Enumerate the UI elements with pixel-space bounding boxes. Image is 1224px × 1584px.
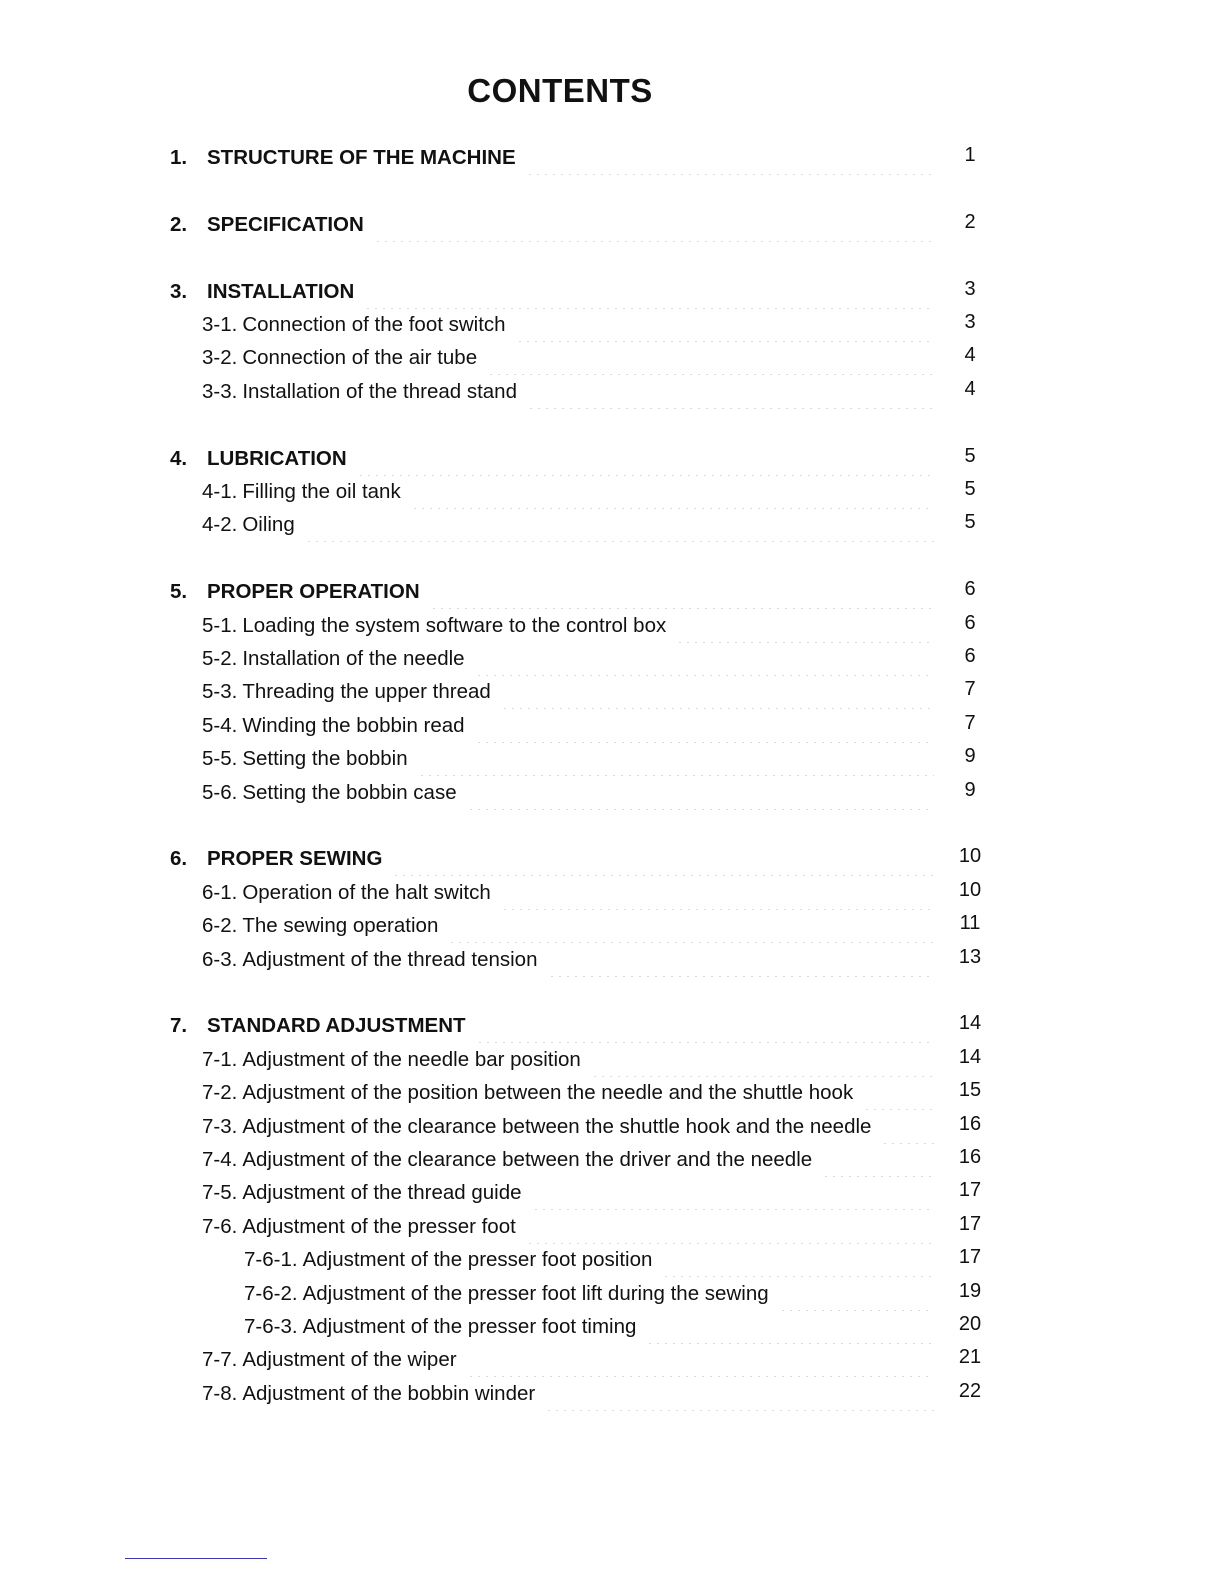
entry-title: PROPER SEWING xyxy=(207,847,383,870)
entry-title: Oiling xyxy=(242,513,295,536)
entry-page-number: 19 xyxy=(958,1280,982,1302)
entry-title: Adjustment of the presser foot position xyxy=(302,1248,653,1271)
dot-leader xyxy=(430,575,934,609)
entry-page-number: 3 xyxy=(964,278,976,300)
dot-leader xyxy=(475,642,934,676)
toc-subsection[interactable] xyxy=(202,776,940,810)
entry-title: STRUCTURE OF THE MACHINE xyxy=(207,146,516,169)
entry-number: 7-2. xyxy=(202,1081,238,1104)
entry-page-number: 4 xyxy=(964,378,976,400)
dot-leader xyxy=(467,776,934,810)
entry-page-number: 7 xyxy=(964,712,976,734)
entry-title: Winding the bobbin read xyxy=(242,714,465,737)
entry-page-number: 3 xyxy=(964,311,976,333)
page-title: CONTENTS xyxy=(467,72,653,109)
dot-leader xyxy=(822,1143,934,1177)
toc-section[interactable] xyxy=(170,842,940,876)
entry-title: Setting the bobbin case xyxy=(242,781,457,804)
entry-page-number: 4 xyxy=(964,344,976,366)
entry-title: Adjustment of the position between the needle and the shuttle hook xyxy=(242,1081,854,1104)
entry-number: 4-2. xyxy=(202,513,238,536)
entry-page-number: 6 xyxy=(964,645,976,667)
entry-title: Threading the upper thread xyxy=(242,680,491,703)
dot-leader xyxy=(526,1210,934,1244)
entry-page-number: 17 xyxy=(958,1179,982,1201)
toc-subsection[interactable] xyxy=(202,876,940,910)
entry-page-number: 13 xyxy=(958,946,982,968)
dot-leader xyxy=(305,508,934,542)
entry-title: Adjustment of the thread guide xyxy=(242,1181,522,1204)
entry-title: SPECIFICATION xyxy=(207,213,364,236)
toc-subsection[interactable] xyxy=(202,1210,940,1244)
toc-subsection[interactable] xyxy=(202,1176,940,1210)
entry-title: Filling the oil tank xyxy=(242,480,401,503)
entry-page-number: 5 xyxy=(964,445,976,467)
entry-title: LUBRICATION xyxy=(207,447,347,470)
toc-subsubsection[interactable] xyxy=(244,1243,940,1277)
dot-leader xyxy=(476,1009,934,1043)
entry-number: 7-3. xyxy=(202,1115,238,1138)
toc-section[interactable] xyxy=(170,575,940,609)
entry-title: Adjustment of the presser foot lift during the sewing xyxy=(302,1282,769,1305)
entry-number: 5. xyxy=(170,580,188,603)
entry-number: 7. xyxy=(170,1014,188,1037)
entry-page-number: 7 xyxy=(964,678,976,700)
entry-number: 7-6-3. xyxy=(244,1315,298,1338)
toc-subsection[interactable] xyxy=(202,1110,940,1144)
entry-number: 6-3. xyxy=(202,948,238,971)
entry-number: 3-1. xyxy=(202,313,238,336)
entry-number: 6. xyxy=(170,847,188,870)
entry-title: PROPER OPERATION xyxy=(207,580,420,603)
entry-page-number: 17 xyxy=(958,1213,982,1235)
entry-number: 1. xyxy=(170,146,188,169)
toc-subsection[interactable] xyxy=(202,475,940,509)
entry-page-number: 9 xyxy=(964,745,976,767)
dot-leader xyxy=(374,208,934,242)
entry-title: Adjustment of the clearance between the driver and the needle xyxy=(242,1148,813,1171)
entry-number: 6-2. xyxy=(202,914,238,937)
entry-title: Adjustment of the presser foot xyxy=(242,1215,516,1238)
toc-subsection[interactable] xyxy=(202,375,940,409)
dot-leader xyxy=(487,341,934,375)
entry-title: Operation of the halt switch xyxy=(242,881,491,904)
toc-section[interactable] xyxy=(170,141,940,175)
entry-title: Connection of the air tube xyxy=(242,346,478,369)
dot-leader xyxy=(418,742,934,776)
toc-subsection[interactable] xyxy=(202,909,940,943)
entry-number: 4-1. xyxy=(202,480,238,503)
entry-page-number: 16 xyxy=(958,1113,982,1135)
entry-page-number: 5 xyxy=(964,478,976,500)
toc-subsection[interactable] xyxy=(202,341,940,375)
dot-leader xyxy=(411,475,934,509)
entry-number: 3-3. xyxy=(202,380,238,403)
entry-page-number: 20 xyxy=(958,1313,982,1335)
toc-subsection[interactable] xyxy=(202,1143,940,1177)
entry-page-number: 6 xyxy=(964,578,976,600)
toc-subsection[interactable] xyxy=(202,709,940,743)
entry-title: Adjustment of the bobbin winder xyxy=(242,1382,536,1405)
entry-page-number: 9 xyxy=(964,779,976,801)
entry-title: Installation of the thread stand xyxy=(242,380,517,403)
toc-subsection[interactable] xyxy=(202,742,940,776)
entry-page-number: 15 xyxy=(958,1079,982,1101)
entry-title: Adjustment of the clearance between the shuttle hook and the needle xyxy=(242,1115,872,1138)
entry-title: Adjustment of the wiper xyxy=(242,1348,457,1371)
entry-title: INSTALLATION xyxy=(207,280,355,303)
entry-number: 7-8. xyxy=(202,1382,238,1405)
dot-leader xyxy=(475,709,934,743)
entry-number: 7-7. xyxy=(202,1348,238,1371)
dot-leader xyxy=(548,943,935,977)
entry-title: Adjustment of the presser foot timing xyxy=(302,1315,637,1338)
footer-rule xyxy=(125,1558,267,1559)
dot-leader xyxy=(526,141,934,175)
entry-page-number: 21 xyxy=(958,1346,982,1368)
dot-leader xyxy=(364,275,934,309)
entry-number: 6-1. xyxy=(202,881,238,904)
entry-number: 7-6-2. xyxy=(244,1282,298,1305)
toc-subsection[interactable] xyxy=(202,1076,940,1110)
entry-page-number: 1 xyxy=(964,144,976,166)
entry-number: 7-6-1. xyxy=(244,1248,298,1271)
toc-subsection[interactable] xyxy=(202,1043,940,1077)
dot-leader xyxy=(662,1243,934,1277)
entry-page-number: 17 xyxy=(958,1246,982,1268)
dot-leader xyxy=(527,375,934,409)
dot-leader xyxy=(881,1110,934,1144)
entry-page-number: 16 xyxy=(958,1146,982,1168)
toc-subsection[interactable] xyxy=(202,642,940,676)
toc-subsection[interactable] xyxy=(202,1377,940,1411)
entry-page-number: 14 xyxy=(958,1046,982,1068)
entry-number: 4. xyxy=(170,447,188,470)
dot-leader xyxy=(545,1377,934,1411)
toc-section[interactable] xyxy=(170,275,940,309)
entry-page-number: 10 xyxy=(958,845,982,867)
dot-leader xyxy=(501,876,934,910)
entry-number: 2. xyxy=(170,213,188,236)
entry-number: 7-1. xyxy=(202,1048,238,1071)
entry-page-number: 22 xyxy=(958,1380,982,1402)
toc-subsection[interactable] xyxy=(202,508,940,542)
entry-page-number: 5 xyxy=(964,511,976,533)
entry-page-number: 10 xyxy=(958,879,982,901)
dot-leader xyxy=(646,1310,934,1344)
entry-page-number: 14 xyxy=(958,1012,982,1034)
toc-subsection[interactable] xyxy=(202,609,940,643)
entry-number: 5-6. xyxy=(202,781,238,804)
entry-title: Loading the system software to the control box xyxy=(242,614,667,637)
entry-number: 3-2. xyxy=(202,346,238,369)
dot-leader xyxy=(863,1076,934,1110)
entry-page-number: 6 xyxy=(964,612,976,634)
toc-subsection[interactable] xyxy=(202,675,940,709)
entry-title: Installation of the needle xyxy=(242,647,465,670)
toc-subsubsection[interactable] xyxy=(244,1310,940,1344)
dot-leader xyxy=(357,442,934,476)
entry-number: 7-5. xyxy=(202,1181,238,1204)
dot-leader xyxy=(676,609,934,643)
entry-page-number: 2 xyxy=(964,211,976,233)
entry-number: 3. xyxy=(170,280,188,303)
entry-title: The sewing operation xyxy=(242,914,439,937)
toc-section[interactable] xyxy=(170,208,940,242)
dot-leader xyxy=(591,1043,934,1077)
toc-subsection[interactable] xyxy=(202,943,940,977)
entry-number: 5-4. xyxy=(202,714,238,737)
dot-leader xyxy=(532,1176,934,1210)
entry-title: Setting the bobbin xyxy=(242,747,408,770)
entry-title: Connection of the foot switch xyxy=(242,313,506,336)
toc-subsubsection[interactable] xyxy=(244,1277,940,1311)
entry-number: 5-3. xyxy=(202,680,238,703)
entry-title: Adjustment of the thread tension xyxy=(242,948,538,971)
dot-leader xyxy=(392,842,934,876)
entry-page-number: 11 xyxy=(959,912,981,934)
dot-leader xyxy=(448,909,934,943)
dot-leader xyxy=(779,1277,934,1311)
entry-number: 7-6. xyxy=(202,1215,238,1238)
dot-leader xyxy=(467,1343,934,1377)
entry-number: 7-4. xyxy=(202,1148,238,1171)
entry-number: 5-5. xyxy=(202,747,238,770)
toc-section[interactable] xyxy=(170,1009,940,1043)
entry-number: 5-1. xyxy=(202,614,238,637)
entry-title: Adjustment of the needle bar position xyxy=(242,1048,581,1071)
dot-leader xyxy=(516,308,934,342)
toc-subsection[interactable] xyxy=(202,308,940,342)
toc-subsection[interactable] xyxy=(202,1343,940,1377)
entry-number: 5-2. xyxy=(202,647,238,670)
entry-title: STANDARD ADJUSTMENT xyxy=(207,1014,466,1037)
toc-section[interactable] xyxy=(170,442,940,476)
dot-leader xyxy=(501,675,934,709)
